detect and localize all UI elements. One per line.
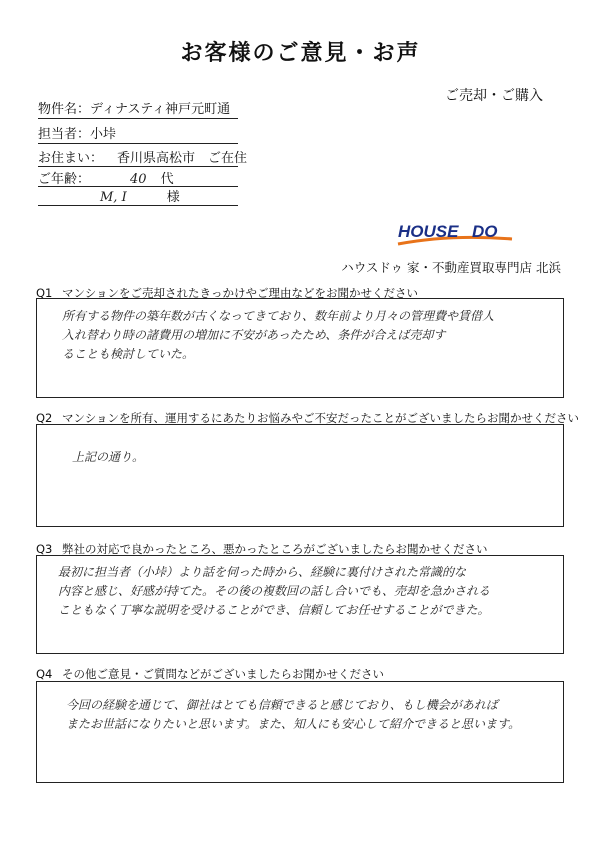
- question-text: マンションをご売却されたきっかけやご理由などをお聞かせください: [62, 286, 418, 300]
- answer-box-2: [36, 424, 564, 527]
- property-label: 物件名：: [38, 102, 91, 117]
- answer-2: [72, 448, 144, 467]
- question-text: その他ご意見・ご質問などがございましたらお聞かせください: [62, 667, 384, 681]
- question-text: 弊社の対応で良かったところ、悪かったところがございましたらお聞かせください: [62, 542, 488, 556]
- property-underline: [38, 118, 238, 119]
- age-unit: 代: [160, 172, 174, 187]
- question-number: Q4: [36, 667, 53, 681]
- question-4: [36, 666, 384, 682]
- answer-line: またお世話になりたいと思います。また、知人にも安心して紹介できると思います。: [66, 717, 521, 731]
- address-row: [38, 147, 247, 166]
- question-number: Q1: [36, 286, 53, 300]
- answer-line: 今回の経験を通じて、御社はとても信頼できると感じており、もし機会があれば: [66, 698, 498, 712]
- address-underline: [38, 166, 238, 167]
- answer-line: 所有する物件の築年数が古くなってきており、数年前より月々の管理費や賃借人: [62, 309, 495, 323]
- question-number: Q3: [36, 542, 53, 556]
- question-text: マンションを所有、運用するにあたりお悩みやご不安だったことがございましたらお聞かせください: [62, 411, 579, 425]
- transaction-category: ご売却・ご購入: [445, 88, 543, 104]
- name-row: [38, 186, 180, 205]
- answer-4: [66, 696, 520, 734]
- address-value: 香川県高松市 ご在住: [117, 151, 248, 166]
- answer-line: 上記の通り。: [72, 450, 145, 464]
- answer-line: 内容と感じ、好感が持てた。その後の複数回の話し合いでも、売却を急かされる: [58, 584, 491, 598]
- age-value: 40: [130, 172, 147, 187]
- question-number: Q2: [36, 411, 53, 425]
- customer-initials: M, I: [100, 190, 127, 205]
- answer-line: こともなく丁寧な説明を受けることができ、信頼してお任せすることができた。: [58, 603, 490, 617]
- shop-name: ハウスドゥ 家・不動産買取専門店 北浜: [341, 260, 561, 275]
- answer-1: [62, 307, 494, 364]
- address-label: お住まい：: [38, 151, 104, 166]
- staff-underline: [38, 143, 238, 144]
- staff-row: [38, 123, 116, 142]
- answer-line: 最初に担当者（小垰）より話を伺った時から、経験に裏付けされた常識的な: [58, 565, 467, 579]
- staff-value: 小垰: [90, 127, 117, 142]
- age-label: ご年齢：: [38, 172, 91, 187]
- housedo-logo: [396, 220, 516, 246]
- property-value: ディナスティ神戸元町通: [90, 102, 231, 117]
- property-row: [38, 98, 230, 117]
- answer-3: [58, 563, 490, 620]
- logo-text-house: HOUSE: [398, 222, 459, 241]
- answer-line: 入れ替わり時の諸費用の増加に不安があったため、条件が合えば売却す: [62, 328, 446, 342]
- honorific: 様: [166, 190, 180, 205]
- staff-label: 担当者：: [38, 127, 91, 142]
- name-underline: [38, 205, 238, 206]
- page-title: お客様のご意見・お声: [180, 41, 421, 66]
- age-row: [38, 168, 174, 187]
- logo-mark: [396, 220, 516, 246]
- answer-line: ることも検討していた。: [62, 347, 195, 361]
- logo-text-do: DO: [472, 222, 498, 241]
